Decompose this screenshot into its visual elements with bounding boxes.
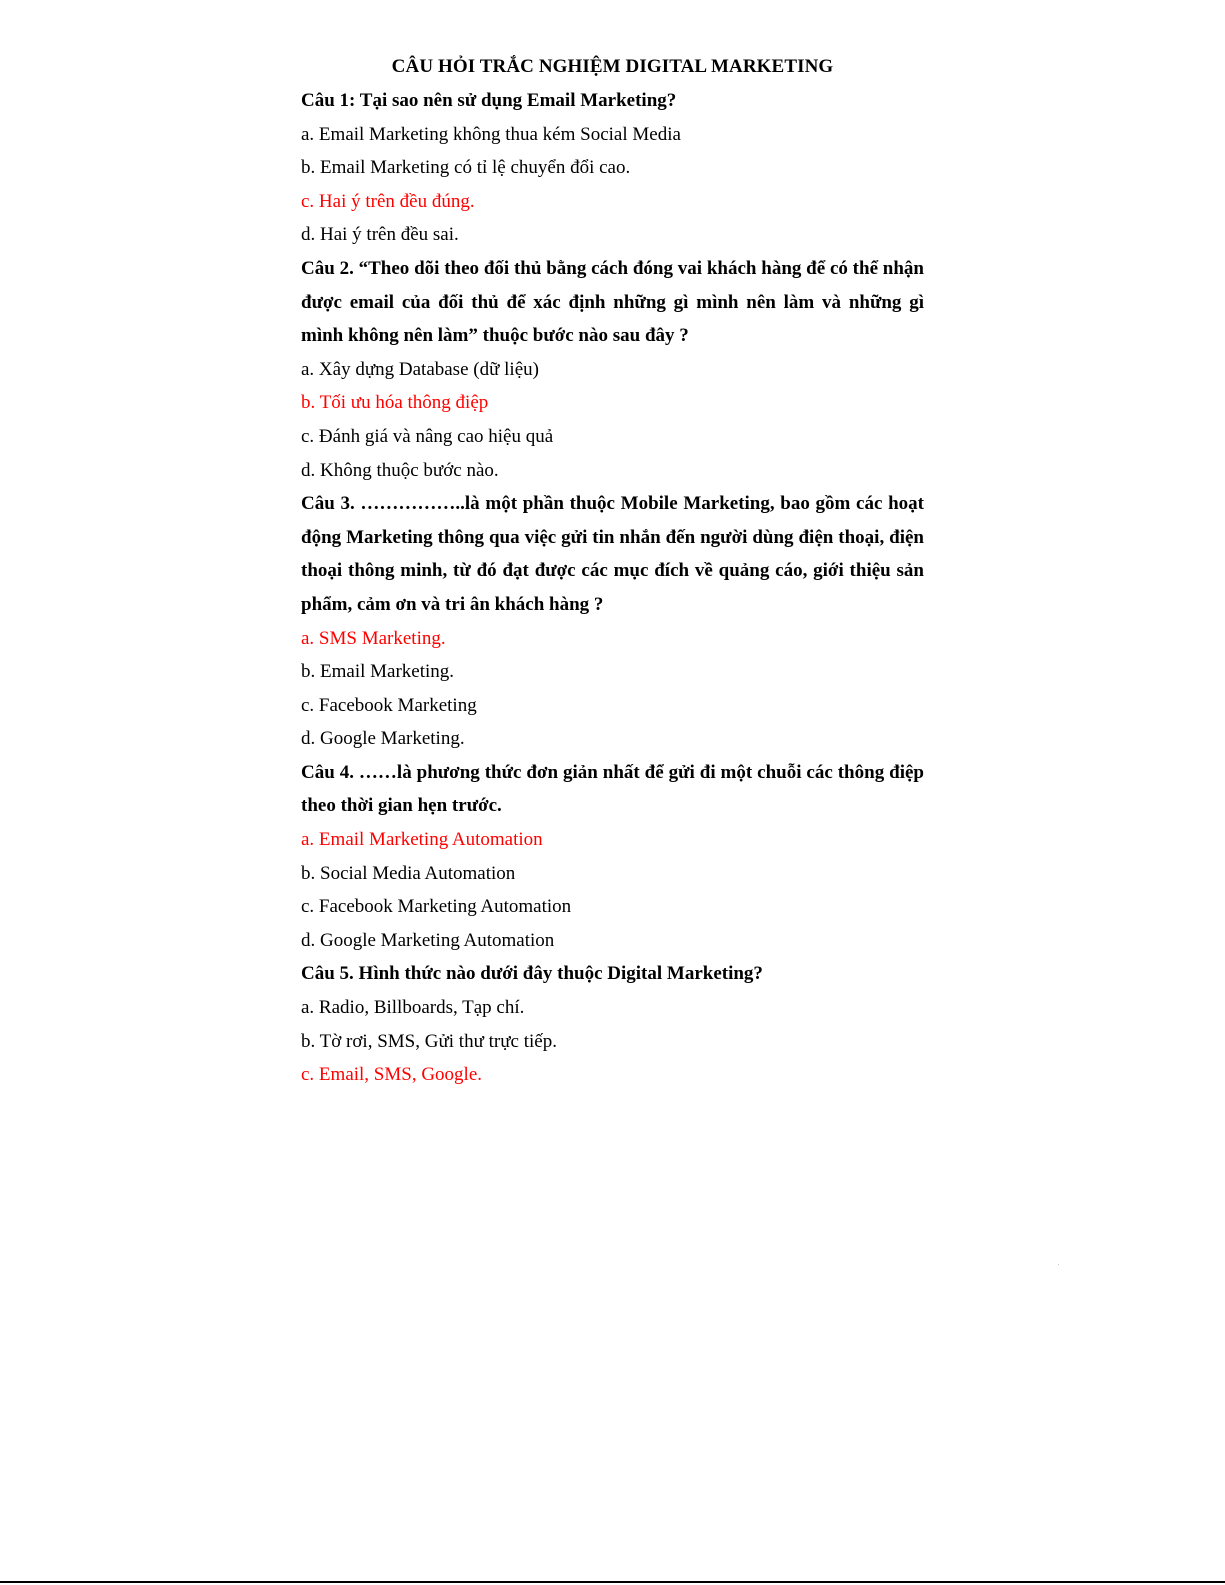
question-text: Câu 2. “Theo dõi theo đối thủ bằng cách đóng vai khách hàng để có thể nhận được email của đối thủ để xác định những gì mình nên làm và những gì mình không nên làm” thuộc bước nào sau đây ? (301, 257, 924, 347)
answer-option: d. Google Marketing. (301, 728, 465, 750)
question-block (301, 84, 924, 252)
answer-option: b. Email Marketing. (301, 661, 455, 683)
quiz-content (301, 84, 924, 1092)
answer-option: d. Google Marketing Automation (301, 929, 555, 951)
page-speck (1058, 1264, 1059, 1265)
question-text: Câu 1: Tại sao nên sử dụng Email Marketing? (301, 90, 677, 111)
correct-answer-option: c. Hai ý trên đều đúng. (301, 190, 475, 212)
question-block (301, 252, 924, 487)
answer-option: a. Email Marketing không thua kém Social Media (301, 123, 681, 145)
correct-answer-option: c. Email, SMS, Google. (301, 1064, 483, 1086)
answer-option: c. Facebook Marketing Automation (301, 896, 572, 918)
answer-option: b. Tờ rơi, SMS, Gửi thư trực tiếp. (301, 1030, 557, 1052)
answer-option: a. Radio, Billboards, Tạp chí. (301, 997, 525, 1019)
answer-option: a. Xây dựng Database (dữ liệu) (301, 358, 539, 380)
answer-option: b. Social Media Automation (301, 862, 516, 884)
answer-option: c. Facebook Marketing (301, 694, 477, 716)
correct-answer-option: a. Email Marketing Automation (301, 829, 543, 851)
correct-answer-option: a. SMS Marketing. (301, 627, 446, 649)
question-block (301, 957, 924, 1091)
correct-answer-option: b. Tối ưu hóa thông điệp (301, 392, 489, 414)
question-text: Câu 5. Hình thức nào dưới đây thuộc Digital Marketing? (301, 963, 763, 985)
answer-option: d. Hai ý trên đều sai. (301, 224, 459, 246)
answer-option: d. Không thuộc bước nào. (301, 459, 499, 481)
question-text: Câu 3. ……………..là một phần thuộc Mobile Marketing, bao gồm các hoạt động Marketing thông qua việc gửi tin nhắn đến người dùng điện thoại, điện thoại thông minh, từ đó đạt được các mục đích về quảng cáo, giới thiệu sản phẩm, cảm ơn và tri ân khách hàng ? (301, 493, 924, 615)
answer-option: b. Email Marketing có tỉ lệ chuyển đổi cao. (301, 157, 631, 179)
document-title: CÂU HỎI TRẮC NGHIỆM DIGITAL MARKETING (391, 56, 834, 77)
question-block (301, 487, 924, 756)
answer-option: c. Đánh giá và nâng cao hiệu quả (301, 425, 554, 447)
question-block (301, 756, 924, 958)
question-text: Câu 4. ……là phương thức đơn giản nhất để gửi đi một chuỗi các thông điệp theo thời gian hẹn trước. (301, 761, 924, 817)
page-bottom-rule (0, 1581, 1225, 1583)
